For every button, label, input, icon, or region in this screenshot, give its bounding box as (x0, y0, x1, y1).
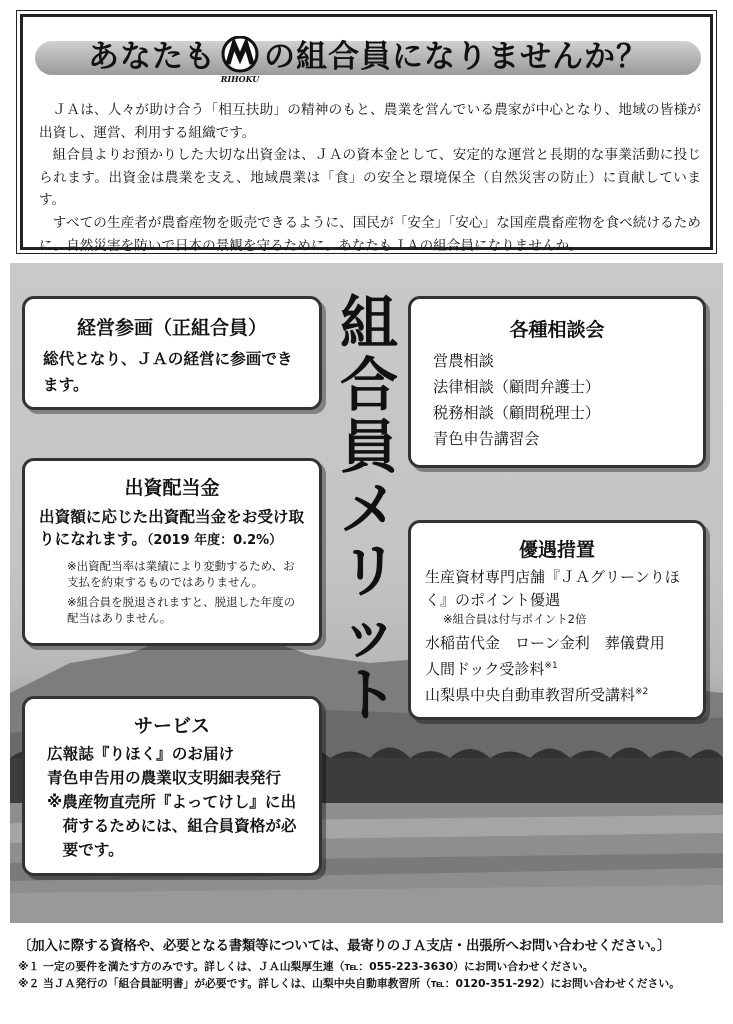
vertical-char: リ (339, 537, 398, 605)
footnote-ref: ※2 (635, 687, 649, 697)
card-body (411, 562, 703, 707)
card-body: 総代となり、ＪＡの経営に参画できます。 (43, 350, 293, 394)
title-after: の組合員になりませんか？ (264, 39, 648, 75)
footer-note (18, 958, 718, 992)
vertical-char: ッ (339, 599, 398, 667)
dividend-rate: （2019 年度：0.2%） (146, 533, 283, 548)
benefit-line (425, 681, 695, 707)
vertical-char: 合 (339, 351, 398, 419)
vertical-char: 組 (339, 289, 398, 357)
benefit-card (408, 520, 706, 720)
footnote-ref: ※1 (544, 661, 558, 671)
vertical-char: メ (339, 475, 398, 543)
footnote-1: ※１ 一定の要件を満たす方のみです。詳しくは、ＪＡ山梨厚生連（℡：055-223-3630）にお問い合わせください。 (18, 960, 594, 973)
dividend-card (22, 458, 322, 646)
logo-caption: RIHOKU (220, 73, 260, 84)
card-body (25, 500, 319, 552)
footnote-2: ※２ 当ＪＡ発行の「組合員証明書」が必要です。詳しくは、山梨中央自動車教習所（℡：0120-351-292）にお問い合わせください。 (18, 977, 680, 990)
page-title (35, 31, 701, 82)
vertical-char: 員 (339, 413, 398, 481)
dividend-text: 出資額に応じた出資配当金をお受け取りになれます。 (39, 508, 305, 548)
management-card (22, 296, 322, 410)
title-before: あなたも (88, 39, 216, 75)
vertical-char: ト (339, 661, 398, 729)
intro-text (39, 99, 701, 257)
intro-box (20, 14, 713, 254)
card-title: 各種相談会 (509, 319, 605, 341)
consult-card (408, 296, 706, 468)
card-title: 出資配当金 (124, 477, 220, 499)
card-body (411, 342, 703, 452)
benefit-line (425, 655, 695, 681)
footer (18, 935, 718, 992)
ja-rihoku-logo (218, 36, 262, 82)
intro-paragraph: すべての生産者が農畜産物を販売できるように、国民が「安全」「安心」な国産農畜産物を食べ続けるために、自然災害を防いで日本の景観を守るために、あなたもＪＡの組合員になりませんか。 (39, 214, 701, 254)
benefit-text: 山梨県中央自動車教習所受講料 (425, 686, 636, 704)
intro-paragraph: 組合員よりお預かりした大切な出資金は、ＪＡの資本金として、安定的な運営と長期的な事業活動に投じられます。出資金は農業を支え、地域農業は「食」の安全と環境保全（自然災害の防止）に貢献しています。 (39, 147, 701, 209)
consult-item: 税務相談（顧問税理士） (433, 404, 601, 422)
member-merit-vertical-title (336, 289, 402, 729)
service-note: ※農産物直売所『よってけし』に出荷するためには、組合員資格が必要です。 (47, 793, 297, 859)
consult-item: 青色申告講習会 (433, 430, 540, 448)
intro-paragraph: ＪＡは、人々が助け合う「相互扶助」の精神のもと、農業を営んでいる農家が中心となり、地域の皆様が出資し、運営、利用する組織です。 (39, 102, 701, 141)
card-title: 優遇措置 (518, 539, 595, 561)
dividend-note-2: ※組合員を脱退されますと、脱退した年度の配当はありません。 (67, 595, 296, 625)
consult-item: 営農相談 (433, 352, 494, 370)
service-card (22, 696, 322, 876)
card-body (25, 738, 319, 862)
benefit-note: ※組合員は付与ポイント2倍 (443, 612, 587, 626)
title-banner (35, 25, 701, 87)
benefit-text: 人間ドック受診料 (425, 660, 545, 678)
card-title: 経営参画（正組合員） (76, 317, 267, 339)
service-line: 青色申告用の農業収支明細表発行 (47, 769, 281, 787)
footer-main: 〔加入に際する資格や、必要となる書類等については、最寄りのＪＡ支店・出張所へお問い合わせください。〕 (18, 939, 671, 954)
service-line: 広報誌『りほく』のお届け (47, 745, 235, 763)
benefit-line: 生産資材専門店舗『ＪＡグリーンりほく』のポイント優遇 (425, 568, 680, 609)
dividend-note-1: ※出資配当率は業績により変動するため、お支払を約束するものではありません。 (67, 559, 295, 589)
card-title: サービス (133, 715, 210, 737)
consult-item: 法律相談（顧問弁護士） (433, 378, 601, 396)
benefit-line: 水稲苗代金 ローン金利 葬儀費用 (425, 634, 665, 652)
